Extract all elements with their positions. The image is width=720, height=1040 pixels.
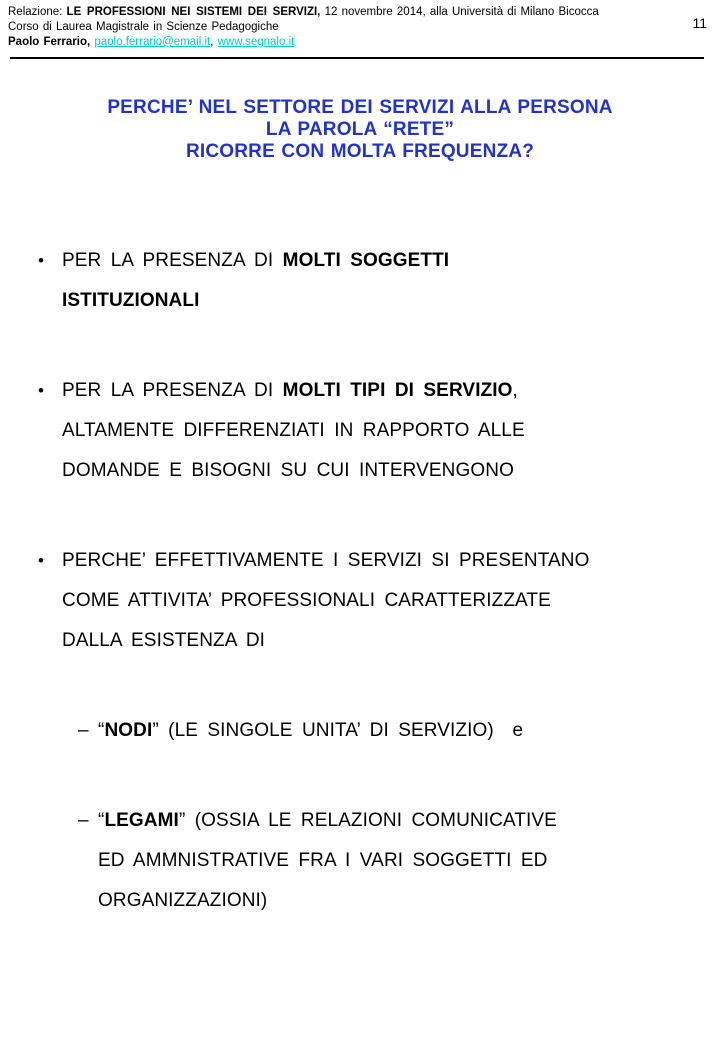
bullet-marker: • (38, 251, 45, 270)
bullet-item (0, 241, 720, 321)
bullet-text-line: PER LA PRESENZA DI MOLTI SOGGETTI (62, 250, 450, 271)
bullet-text-line: ISTITUZIONALI (62, 290, 200, 311)
bullet-text-line: COME ATTIVITA’ PROFESSIONALI CARATTERIZZATE (62, 590, 551, 611)
bullet-text-line: ED AMMNISTRATIVE FRA I VARI SOGGETTI ED (98, 850, 548, 871)
sub-bullet-item (0, 711, 720, 751)
link-separator: , (210, 36, 218, 48)
bullet-item (0, 371, 720, 491)
bullet-text (98, 711, 720, 751)
bullet-marker: • (38, 381, 45, 400)
slide-title-line-3: RICORRE CON MOLTA FREQUENZA? (185, 141, 535, 162)
slide-header (0, 0, 720, 50)
bullet-text-line: PER LA PRESENZA DI MOLTI TIPI DI SERVIZIO, (62, 380, 518, 401)
header-talk-title: LE PROFESSIONI NEI SISTEMI DEI SERVIZI, (66, 6, 321, 18)
bullet-text-line: “NODI” (LE SINGOLE UNITA’ DI SERVIZIO) e (98, 720, 524, 741)
bullet-text-line: ORGANIZZAZIONI) (98, 890, 268, 911)
slide-title-line-1: PERCHE’ NEL SETTORE DEI SERVIZI ALLA PERSONA (107, 97, 613, 118)
bullet-text-line: PERCHE’ EFFETTIVAMENTE I SERVIZI SI PRESENTANO (62, 550, 590, 571)
bullet-item (0, 541, 720, 661)
bullet-text (62, 241, 720, 321)
dash-marker: – (78, 810, 89, 831)
slide-body (0, 241, 720, 921)
header-line-1 (8, 5, 650, 20)
header-line-2: Corso di Laurea Magistrale in Scienze Pedagogiche (8, 21, 279, 33)
dash-marker: – (78, 720, 89, 741)
bullet-text (62, 541, 720, 661)
bullet-text (62, 371, 720, 491)
page-number: 11 (692, 15, 707, 31)
header-relazione-label: Relazione: (8, 6, 67, 18)
email-link[interactable]: paolo.ferrario@email.it (94, 36, 211, 48)
header-line-3 (8, 35, 650, 50)
website-link[interactable]: www.segnalo.it (217, 36, 295, 48)
slide-title-line-2: LA PAROLA “RETE” (265, 119, 455, 140)
slide-title (0, 97, 720, 163)
bullet-text-line: DOMANDE E BISOGNI SU CUI INTERVENGONO (62, 460, 514, 481)
bullet-text-line: DALLA ESISTENZA DI (62, 630, 266, 651)
bullet-marker: • (38, 551, 45, 570)
bullet-text-line: ALTAMENTE DIFFERENZIATI IN RAPPORTO ALLE (62, 420, 525, 441)
header-talk-date-venue: 12 novembre 2014, alla Università di Milano Bicocca (320, 6, 599, 18)
sub-bullet-item (0, 801, 720, 921)
author-name: Paolo Ferrario, (8, 36, 95, 48)
bullet-text-line: “LEGAMI” (OSSIA LE RELAZIONI COMUNICATIVE (98, 810, 557, 831)
bullet-text (98, 801, 720, 921)
header-divider (10, 57, 704, 59)
